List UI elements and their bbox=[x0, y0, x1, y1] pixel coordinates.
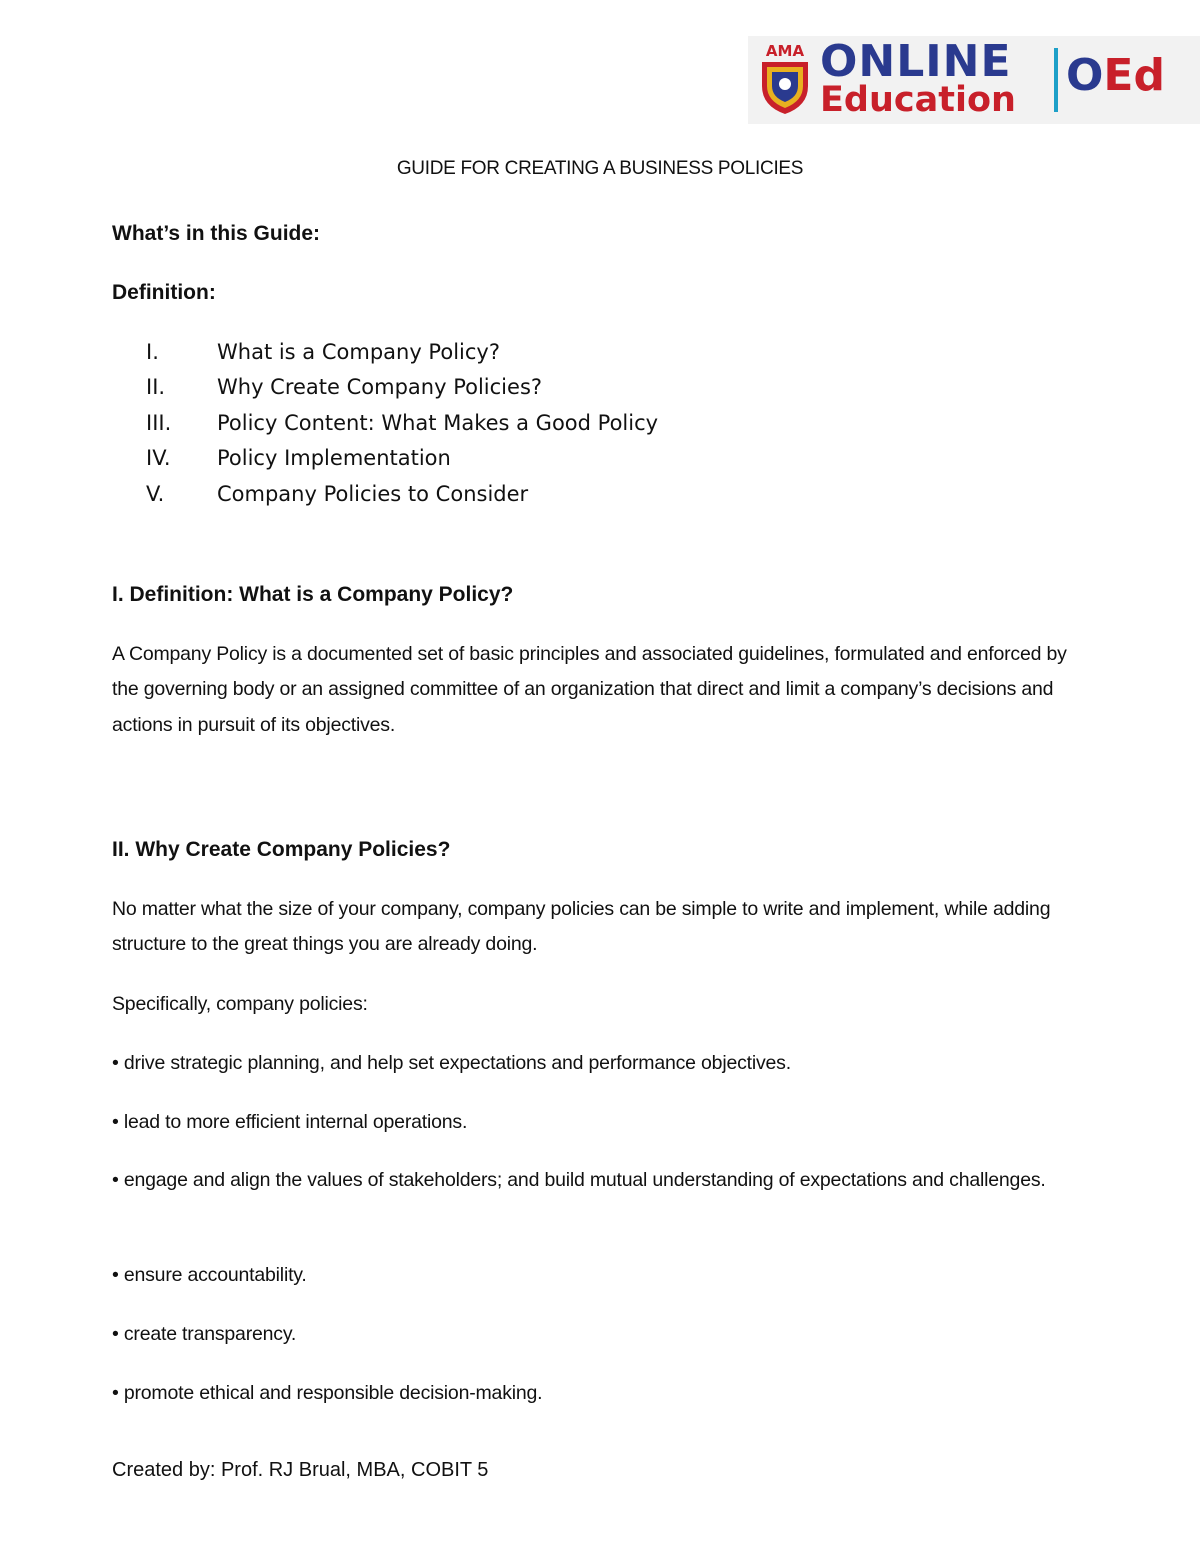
online-education-logo bbox=[748, 36, 1200, 124]
bullet-item: • drive strategic planning, and help set expectations and performance objectives. bbox=[112, 1052, 791, 1074]
logo-online-text: ONLINE bbox=[820, 36, 1012, 87]
toc-number: III. bbox=[146, 410, 172, 435]
toc-number: II. bbox=[146, 375, 166, 400]
toc-text: Company Policies to Consider bbox=[217, 481, 529, 506]
logo-education-text: Education bbox=[820, 80, 1016, 120]
bullet-item: • engage and align the values of stakeholders; and build mutual understanding of expectations and challenges. bbox=[112, 1169, 1046, 1191]
toc-number: I. bbox=[146, 340, 159, 364]
bullet-item: • create transparency. bbox=[112, 1323, 297, 1345]
section2-lead: Specifically, company policies: bbox=[112, 993, 368, 1015]
logo-oed-o: O bbox=[1066, 50, 1104, 101]
toc-text: Why Create Company Policies? bbox=[217, 375, 543, 400]
toc-number: V. bbox=[146, 481, 165, 506]
section2-heading: II. Why Create Company Policies? bbox=[112, 838, 451, 861]
section1-body: A Company Policy is a documented set of basic principles and associated guidelines, formulated and enforced by the governing body or an assigned committee of an organization that direct and limit a company’s decisions and actions in pursuit of its objectives. bbox=[112, 643, 1067, 736]
section2-intro: No matter what the size of your company, company policies can be simple to write and implement, while adding structure to the great things you are already doing. bbox=[112, 898, 1051, 956]
bullet-item: • lead to more efficient internal operations. bbox=[112, 1111, 468, 1133]
ama-shield-icon bbox=[758, 40, 812, 116]
shield-text: AMA bbox=[765, 42, 805, 60]
guide-heading: What’s in this Guide: bbox=[112, 222, 321, 245]
bullet-item: • promote ethical and responsible decision-making. bbox=[112, 1382, 543, 1404]
logo-divider bbox=[1054, 48, 1058, 112]
document-title: GUIDE FOR CREATING A BUSINESS POLICIES bbox=[396, 158, 804, 179]
toc-text: Policy Implementation bbox=[217, 446, 451, 471]
toc-text: What is a Company Policy? bbox=[217, 340, 500, 364]
section1-heading: I. Definition: What is a Company Policy? bbox=[112, 583, 514, 606]
definition-heading: Definition: bbox=[112, 281, 216, 304]
bullet-item: • ensure accountability. bbox=[112, 1264, 307, 1286]
logo-oed-ed: Ed bbox=[1103, 50, 1165, 101]
logo-oed-text bbox=[1066, 48, 1165, 104]
toc-number: IV. bbox=[146, 446, 171, 471]
toc-text: Policy Content: What Makes a Good Policy bbox=[217, 410, 659, 435]
author-credit: Created by: Prof. RJ Brual, MBA, COBIT 5 bbox=[112, 1459, 489, 1481]
